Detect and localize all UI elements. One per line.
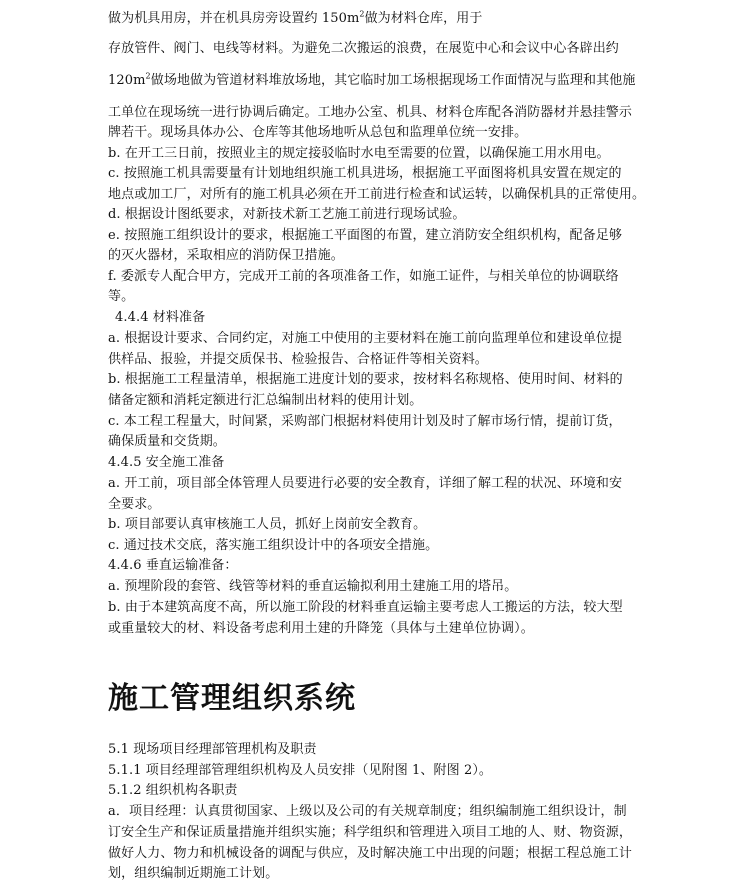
list-item: b. 在开工三日前，按照业主的规定接驳临时水电至需要的位置，以确保施工用水用电。 (108, 146, 610, 161)
list-item: 的灭火器材，采取相应的消防保卫措施。 (108, 248, 344, 263)
list-item: a. 预埋阶段的套管、线管等材料的垂直运输拟利用土建施工用的塔吊。 (108, 579, 518, 594)
paragraph-line: 工单位在现场统一进行协调后确定。工地办公室、机具、材料仓库配各消防器材并悬挂警示 (108, 105, 633, 120)
paragraph-line: 存放管件、阀门、电线等材料。为避免二次搬运的浪费，在展览中心和会议中心各辟出约 (108, 41, 619, 56)
section-line: 5.1.2 组织机构各职责 (108, 783, 238, 798)
list-item: b. 根据施工工程量清单，根据施工进度计划的要求，按材料名称规格、使用时间、材料的 (108, 372, 623, 387)
list-item: c. 通过技术交底，落实施工组织设计中的各项安全措施。 (108, 538, 439, 553)
list-item: e. 按照施工组织设计的要求，根据施工平面图的布置，建立消防安全组织机构，配备足够 (108, 228, 623, 243)
list-item: 地点或加工厂，对所有的施工机具必须在开工前进行检查和试运转，以确保机具的正常使用。 (108, 187, 646, 202)
subsection-title: 4.4.6 垂直运输准备： (108, 558, 238, 573)
paragraph-line: 做为机具用房，并在机具房旁设置约 $150m^2$做为材料仓库，用于 (108, 9, 483, 26)
list-item: 储备定额和消耗定额进行汇总编制出材料的使用计划。 (108, 393, 423, 408)
paragraph-line: 牌若干。现场具体办公、仓库等其他场地听从总包和监理单位统一安排。 (108, 125, 528, 140)
list-item: a. 开工前，项目部全体管理人员要进行必要的安全教育，详细了解工程的状况、环境和安 (108, 476, 623, 491)
list-item: c. 按照施工机具需要量有计划地组织施工机具进场，根据施工平面图将机具安置在规定的 (108, 166, 622, 181)
section-line: a．项目经理：认真贯彻国家、上级以及公司的有关规章制度；组织编制施工组织设计，制 (108, 804, 627, 819)
list-item: 供样品、报验，并提交质保书、检验报告、合格证件等相关资料。 (108, 352, 488, 367)
list-item: c. 本工程工程量大，时间紧，采购部门根据材料使用计划及时了解市场行情，提前订货， (108, 414, 622, 429)
list-item: a. 根据设计要求、合同约定，对施工中使用的主要材料在施工前向监理单位和建设单位提 (108, 331, 623, 346)
section-line: 5.1 现场项目经理部管理机构及职责 (108, 742, 317, 757)
paragraph-line: $120m^2$做场地做为管道材料堆放场地，其它临时加工场根据现场工作面情况与监理和其他施 (108, 71, 636, 88)
section-line: 5.1.1 项目经理部管理组织机构及人员安排（见附图 1、附图 2）。 (108, 763, 493, 778)
section-heading: 施工管理组织系统 (108, 681, 356, 716)
list-item: b. 项目部要认真审核施工人员，抓好上岗前安全教育。 (108, 517, 427, 532)
list-item: b. 由于本建筑高度不高，所以施工阶段的材料垂直运输主要考虑人工搬运的方法，较大型 (108, 600, 623, 615)
list-item: 等。 (108, 289, 135, 304)
list-item: d. 根据设计图纸要求，对新技术新工艺施工前进行现场试验。 (108, 207, 466, 222)
list-item: 全要求。 (108, 497, 161, 512)
list-item: 确保质量和交货期。 (108, 434, 226, 449)
subsection-title: 4.4.5 安全施工准备 (108, 455, 225, 470)
section-line: 订安全生产和保证质量措施并组织实施；科学组织和管理进入项目工地的人、财、物资源， (108, 825, 633, 840)
list-item: 或重量较大的材、料设备考虑利用土建的升降笼（具体与土建单位协调）。 (108, 621, 534, 636)
list-item: f. 委派专人配合甲方，完成开工前的各项准备工作，如施工证件，与相关单位的协调联络 (108, 269, 619, 284)
subsection-title: 4.4.4 材料准备 (115, 310, 206, 325)
section-line: 划，组织编制近期施工计划。 (108, 866, 279, 881)
section-line: 做好人力、物力和机械设备的调配与供应，及时解决施工中出现的问题；根据工程总施工计 (108, 846, 633, 861)
